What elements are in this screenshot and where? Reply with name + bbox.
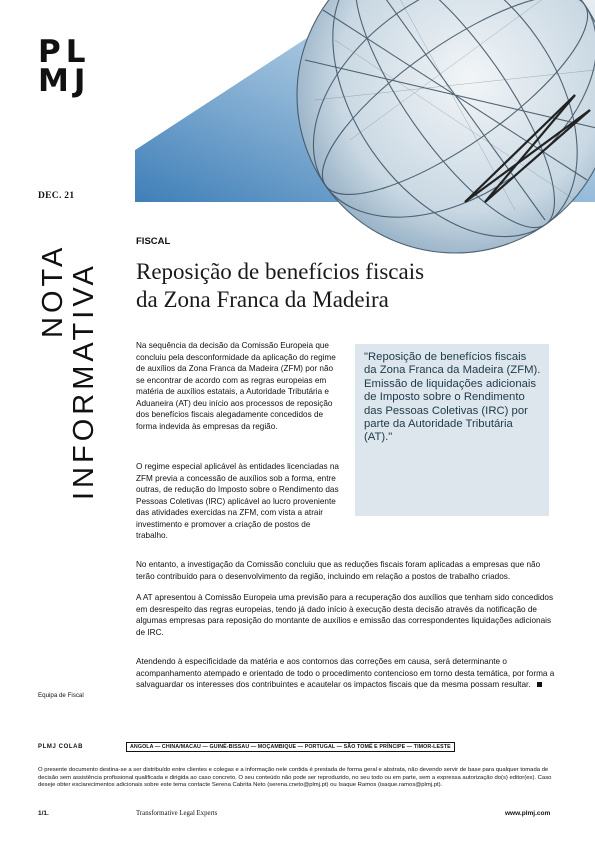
paragraph-1: Na sequência da decisão da Comissão Europeia que concluiu pela desconformidade da aplicação do regime de auxílios da Zona Franca da Madeira (ZFM) por não se encontrar de acordo com as regras europeias em matéria de auxílios estatais, a Autoridade Tributária e Aduaneira (AT) deu início aos processos de reposição dos benefícios fiscais alegadamente concedidos de forma indevida às empresas da região. <box>136 341 336 431</box>
issue-date: DEC. 21 <box>38 191 75 201</box>
vertical-title <box>36 235 100 500</box>
paragraph-3: No entanto, a investigação da Comissão concluiu que as reduções fiscais foram aplicadas a empresas que não terão contribuído para o desenvolvimento da região, incluindo em relação a postos de trabalho criados. <box>136 560 541 581</box>
category-label: FISCAL <box>136 236 171 247</box>
paragraph-5 <box>136 656 559 691</box>
page-title <box>136 258 556 314</box>
end-mark-icon <box>537 682 542 687</box>
pull-quote: "Reposição de benefícios fiscais da Zona Franca da Madeira (ZFM). Emissão de liquidações adicionais de Imposto sobre o Rendimento das Pessoas Coletivas (IRC) por parte da Autoridade Tributária (AT)." <box>355 344 549 516</box>
hero-image <box>135 0 595 202</box>
disclaimer: O presente documento destina-se a ser distribuído entre clientes e colegas e a informação nele contida é prestada de forma geral e abstrata, não devendo servir de base para qualquer tomada de decisão sem assistência profissional qualificada e dirigida ao caso concreto. O seu conteúdo não pode ser reproduzido, no seu todo ou em parte, sem a expressa autorização do(s) editor(es). Caso deseje obter esclarecimentos adicionais sobre este tema contacte Serena Cabrita Neto (serena.cneto@plmj.pt) ou Isaque Ramos (isaque.ramos@plmj.pt). <box>38 767 552 789</box>
logo-line-1: PL <box>38 34 91 70</box>
paragraph-5-text: Atendendo à especificidade da matéria e aos contornos das correções em causa, será determinante o acompanhamento atempado e orientado de todo o procedimento contencioso em torno desta temática, por forma a salvaguardar os interesses dos contribuintes e acautelar os impactos fiscais que da mesma possam resultar. <box>136 657 555 689</box>
footer-tagline: Transformative Legal Experts <box>136 810 218 817</box>
collab-countries: ANGOLA — CHINA/MACAU — GUINÉ-BISSAU — MOÇAMBIQUE — PORTUGAL — SÃO TOMÉ E PRÍNCIPE — TIMOR-LESTE <box>126 742 455 752</box>
page-number: 1/1. <box>38 810 49 817</box>
team-label: Equipa de Fiscal <box>38 692 84 699</box>
footer-url[interactable]: www.plmj.com <box>505 810 551 817</box>
paragraph-2: O regime especial aplicável às entidades licenciadas na ZFM previa a concessão de auxílios sob a forma, entre outras, de redução do Imposto sobre o Rendimento das Pessoas Coletivas (IRC) aplicável ao lucro proveniente das atividades exercidas na ZFM, com vista a atrair investimento e promover a criação de postos de trabalho. <box>136 462 339 540</box>
title-line-2: da Zona Franca da Madeira <box>136 287 389 312</box>
paragraph-4: A AT apresentou à Comissão Europeia uma previsão para a recuperação dos auxílios que tenham sido concedidos em desrespeito das regras europeias, tendo já dado início à execução desta decisão através da notificação de algumas empresas para reposição do montante de auxílios e emissão das correspondentes liquidações adicionais de IRC. <box>136 593 554 637</box>
plmj-logo <box>38 34 91 99</box>
vertical-title-line-1: NOTA <box>37 243 69 338</box>
logo-line-2: MJ <box>38 63 91 99</box>
collab-label: PLMJ COLAB <box>38 744 83 750</box>
title-line-1: Reposição de benefícios fiscais <box>136 259 425 284</box>
vertical-title-line-2: INFORMATIVA <box>68 262 100 500</box>
